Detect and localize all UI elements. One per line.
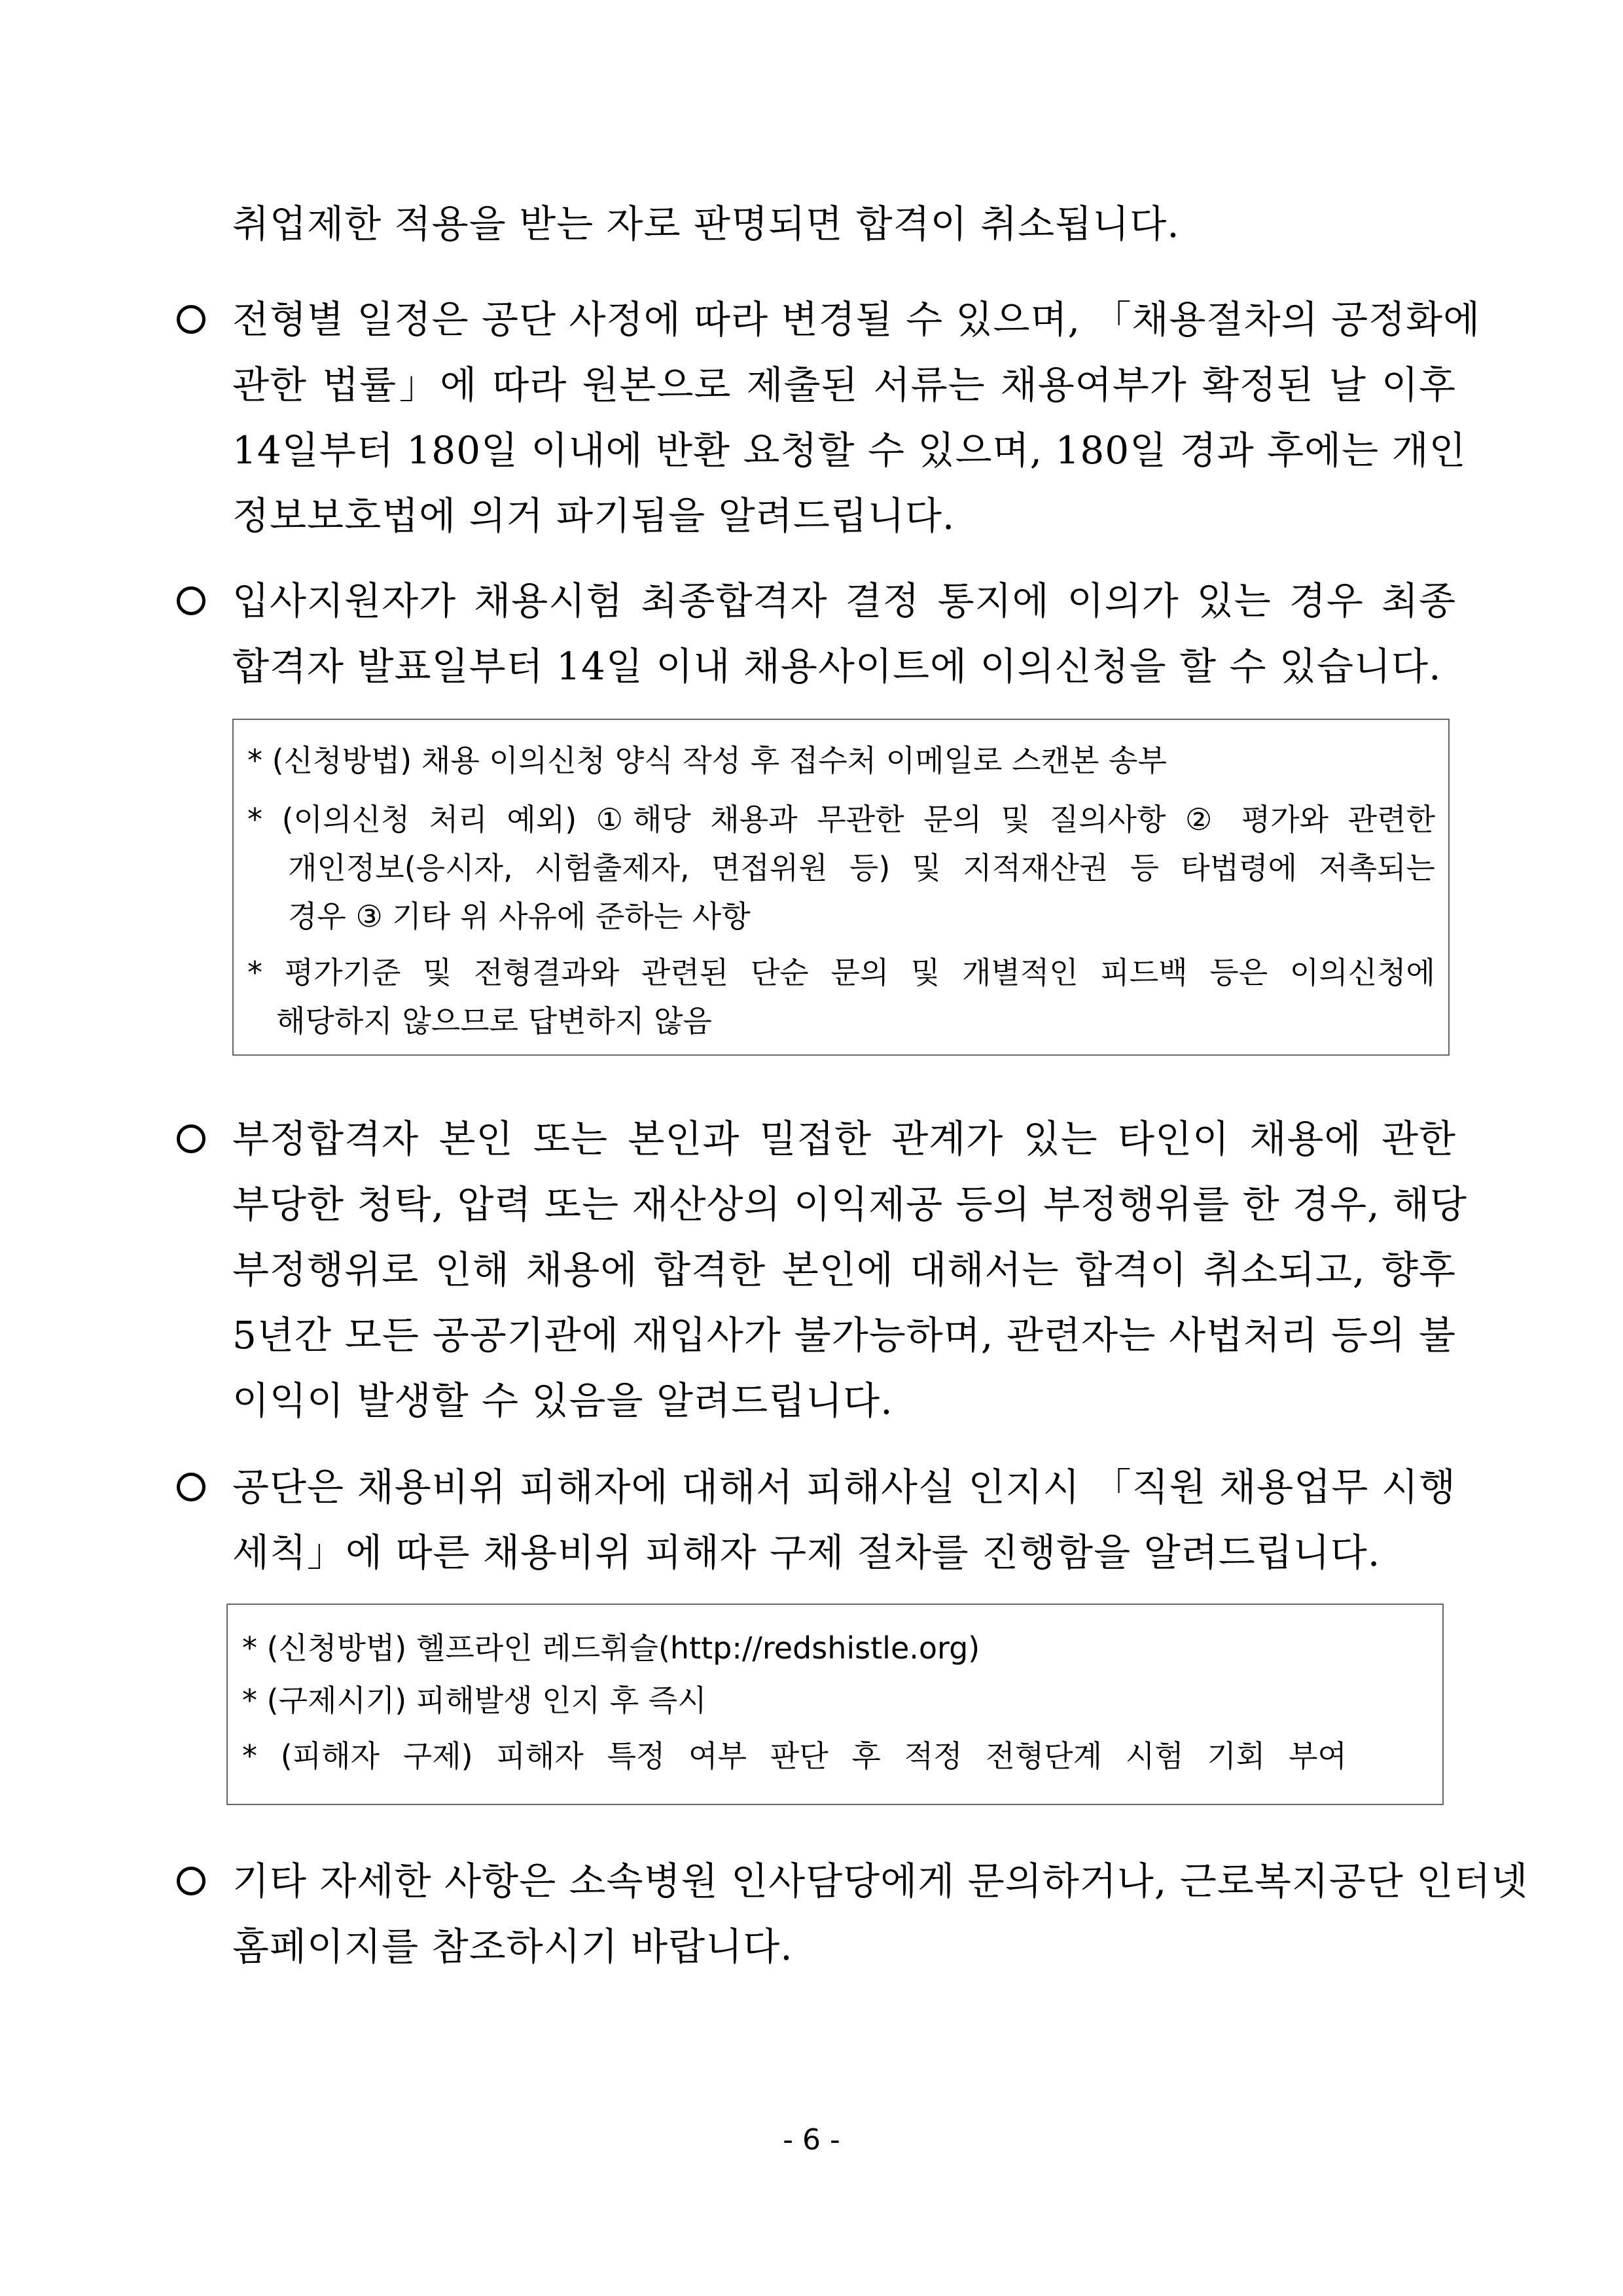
bullet-circle-icon bbox=[177, 305, 205, 334]
paragraph-line: 세칙」에 따른 채용비위 피해자 구제 절차를 진행함을 알려드립니다. bbox=[232, 1530, 1381, 1575]
paragraph-line: 입사지원자가 채용시험 최종합격자 결정 통지에 이의가 있는 경우 최종 bbox=[232, 579, 1456, 623]
paragraph-line: 이익이 발생할 수 있음을 알려드립니다. bbox=[232, 1378, 893, 1423]
note-line: * (이의신청 처리 예외) ①해당 채용과 무관한 문의 및 질의사항 ② 평가와 관련한 bbox=[247, 802, 1435, 837]
paragraph-line: 관한 법률」에 따라 원본으로 제출된 서류는 채용여부가 확정된 날 이후 bbox=[232, 363, 1456, 407]
note-line: 개인정보(응시자, 시험출제자, 면접위원 등) 및 지적재산권 등 타법령에 저촉되는 bbox=[288, 850, 1435, 886]
note-line: * 평가기준 및 전형결과와 관련된 단순 문의 및 개별적인 피드백 등은 이의신청에 bbox=[247, 955, 1435, 990]
bullet-circle-icon bbox=[177, 1867, 205, 1895]
note-line: * (신청방법) 채용 이의신청 양식 작성 후 접수처 이메일로 스캔본 송부 bbox=[247, 743, 1167, 778]
paragraph-line: 전형별 일정은 공단 사정에 따라 변경될 수 있으며, 「채용절차의 공정화에 bbox=[232, 297, 1481, 342]
paragraph-line: 기타 자세한 사항은 소속병원 인사담당에게 문의하거나, 근로복지공단 인터넷 bbox=[232, 1859, 1529, 1903]
paragraph-line: 부정행위로 인해 채용에 합격한 본인에 대해서는 합격이 취소되고, 향후 bbox=[232, 1247, 1456, 1292]
bullet-circle-icon bbox=[177, 586, 205, 615]
paragraph-line: 부당한 청탁, 압력 또는 재산상의 이익제공 등의 부정행위를 한 경우, 해당 bbox=[232, 1182, 1468, 1227]
note-line: * (피해자 구제) 피해자 특정 여부 판단 후 적정 전형단계 시험 기회 부여 bbox=[242, 1738, 1347, 1774]
paragraph-line: 합격자 발표일부터 14일 이내 채용사이트에 이의신청을 할 수 있습니다. bbox=[232, 644, 1442, 689]
page-number: - 6 - bbox=[783, 2123, 840, 2157]
paragraph-line: 14일부터 180일 이내에 반환 요청할 수 있으며, 180일 경과 후에는 개인 bbox=[232, 428, 1467, 473]
paragraph-line: 5년간 모든 공공기관에 재입사가 불가능하며, 관련자는 사법처리 등의 불 bbox=[232, 1313, 1456, 1357]
paragraph-line: 홈페이지를 참조하시기 바랍니다. bbox=[232, 1924, 793, 1969]
note-line: 경우 ③ 기타 위 사유에 준하는 사항 bbox=[288, 899, 751, 934]
bullet-circle-icon bbox=[177, 1473, 205, 1501]
paragraph-line: 부정합격자 본인 또는 본인과 밀접한 관계가 있는 타인이 채용에 관한 bbox=[232, 1117, 1456, 1161]
note-line: 해당하지 않으므로 답변하지 않음 bbox=[276, 1003, 712, 1039]
note-line: * (구제시기) 피해발생 인지 후 즉시 bbox=[242, 1683, 707, 1718]
paragraph-line: 정보보호법에 의거 파기됨을 알려드립니다. bbox=[232, 493, 955, 538]
paragraph-line: 취업제한 적용을 받는 자로 판명되면 합격이 취소됩니다. bbox=[232, 202, 1180, 246]
paragraph-line: 공단은 채용비위 피해자에 대해서 피해사실 인지시 「직원 채용업무 시행 bbox=[232, 1465, 1456, 1509]
note-line: * (신청방법) 헬프라인 레드휘슬(http://redshistle.org) bbox=[242, 1630, 980, 1666]
bullet-circle-icon bbox=[177, 1124, 205, 1153]
